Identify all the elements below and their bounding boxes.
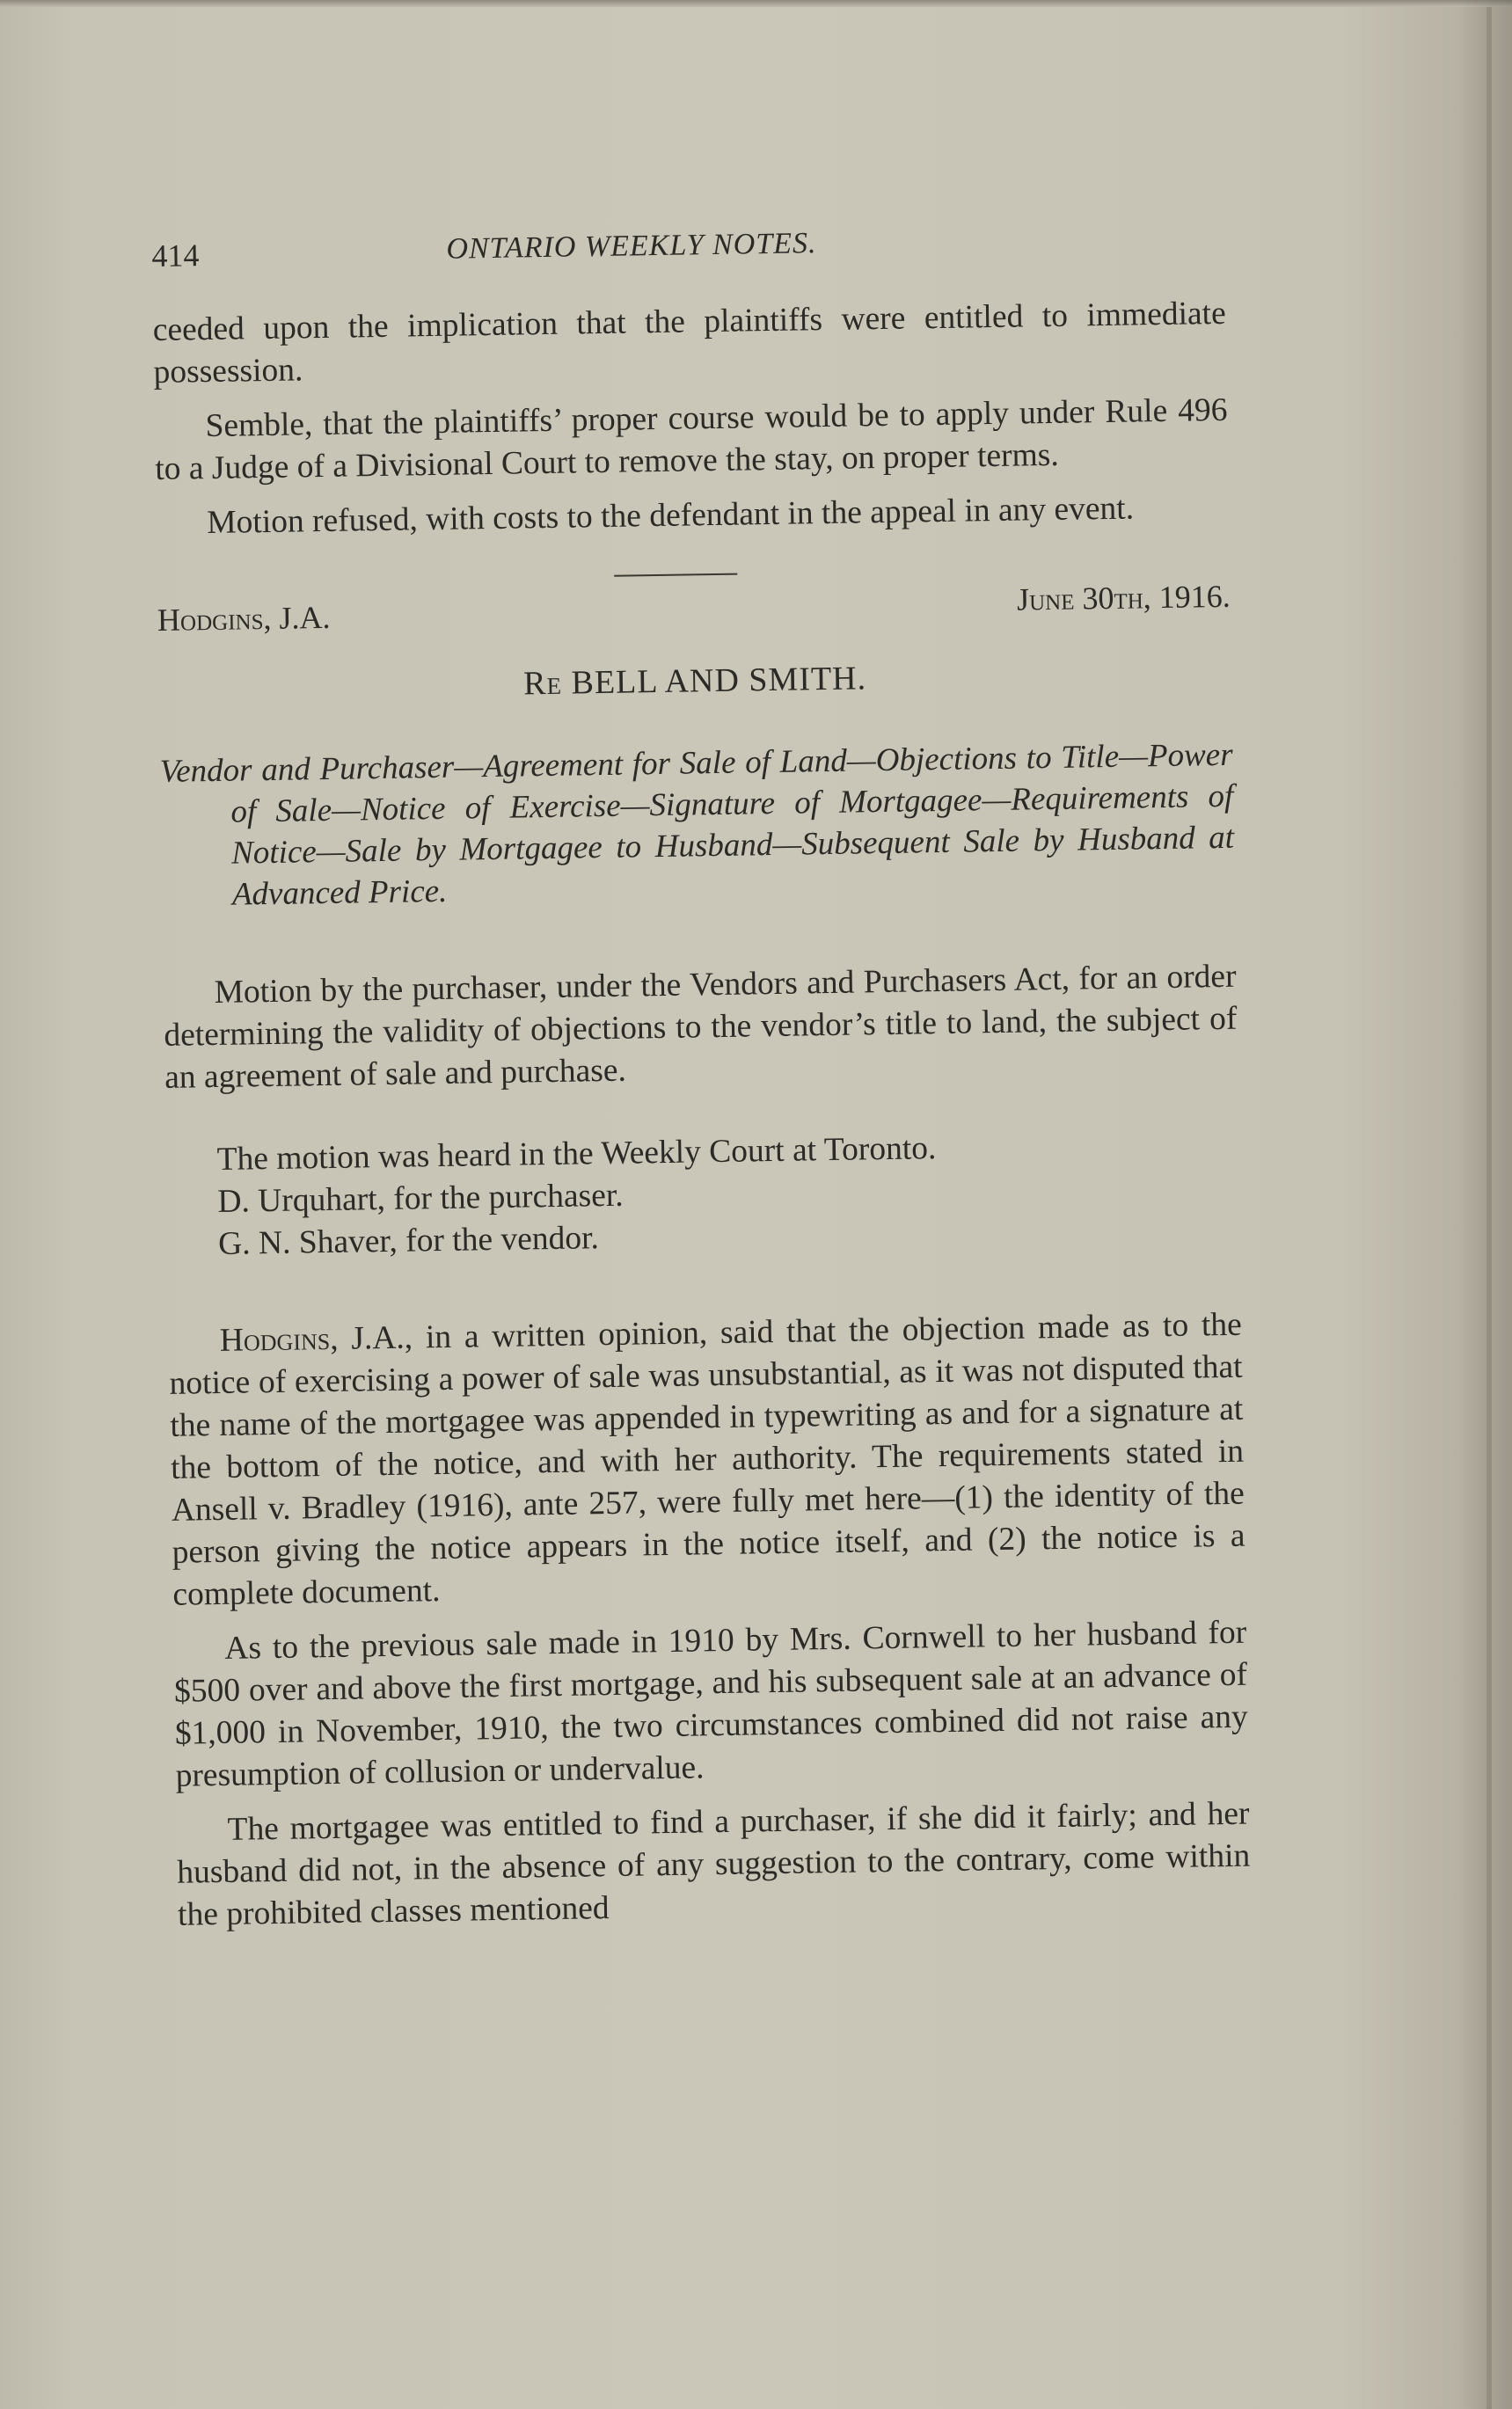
opinion-paragraph-2: As to the previous sale made in 1910 by Mrs. Cornwell to her husband for $500 over and above the first mortgage, and his subsequent sale at an advance of $1,000 in November, 1910, the two circumstances combined did not raise any presumption of collusion or undervalue. (173, 1614, 1249, 1794)
case-title (158, 653, 1232, 709)
previous-case-continuation: ceeded upon the implication that the plaintiffs were entitled to immediate possession. (152, 295, 1226, 391)
motion-paragraph: Motion by the purchaser, under the Vendors and Purchasers Act, for an order determining the validity of objections to the vendor’s title to land, the subject of an agreement of sale and purchase. (164, 958, 1238, 1096)
case-title-prefix: Re (522, 664, 563, 703)
page-number: 414 (151, 237, 200, 274)
page-top-edge (0, 0, 1512, 7)
case-title-name: BELL AND SMITH. (561, 660, 867, 702)
page-content (151, 212, 1251, 1937)
counsel-purchaser: D. Urquhart, for the purchaser. (217, 1177, 624, 1220)
hearing-line: The motion was heard in the Weekly Court at Toronto. (216, 1130, 937, 1178)
disposition-paragraph: Motion refused, with costs to the defendant in the appeal in any event. (206, 490, 1135, 542)
opinion-judge: Hodgins, J.A. (219, 1319, 405, 1359)
opinion-paragraph-1 (169, 1304, 1246, 1617)
semble-paragraph: Semble, that the plaintiffs’ proper course would be to apply under Rule 496 to a Judge of a Divisional Court to remove the stay, on proper terms. (154, 391, 1228, 487)
judge-name: Hodgins, J.A. (157, 599, 331, 638)
headnote: Vendor and Purchaser—Agreement for Sale of Land—Objections to Title—Power of Sale—Notice of Exercise—Signature of Mortgagee—Requirements of Notice—Sale by Mortgagee to Husband—Subsequent Sale by Husband at Advanced Price. (159, 736, 1235, 913)
judge-date-line (157, 573, 1231, 639)
counsel-vendor: G. N. Shaver, for the vendor. (217, 1220, 600, 1262)
opinion-paragraph-3: The mortgagee was entitled to find a purchaser, if she did it fairly; and her husband did not, in the absence of any suggestion to the contrary, come within the prohibited classes mentioned (177, 1795, 1251, 1933)
section-divider (614, 573, 737, 577)
opinion-text-1: , in a written opinion, said that the objection made as to the notice of exercising a power of sale was unsubstantial, as it was not disputed that the name of the mortgagee was appended in typewriting as and for a signature at the bottom of the notice, and with her authority. The requirements stated in Ansell v. Bradley (1916), ante 257, were fully met here—(1) the identity of the person giving the notice appears in the notice itself, and (2) the notice is a complete document. (169, 1306, 1245, 1613)
running-head: ONTARIO WEEKLY NOTES. (446, 227, 817, 266)
binding-shadow (1459, 0, 1512, 2409)
decision-date: June 30th, 1916. (1016, 578, 1231, 617)
counsel-block (165, 1123, 1240, 1267)
